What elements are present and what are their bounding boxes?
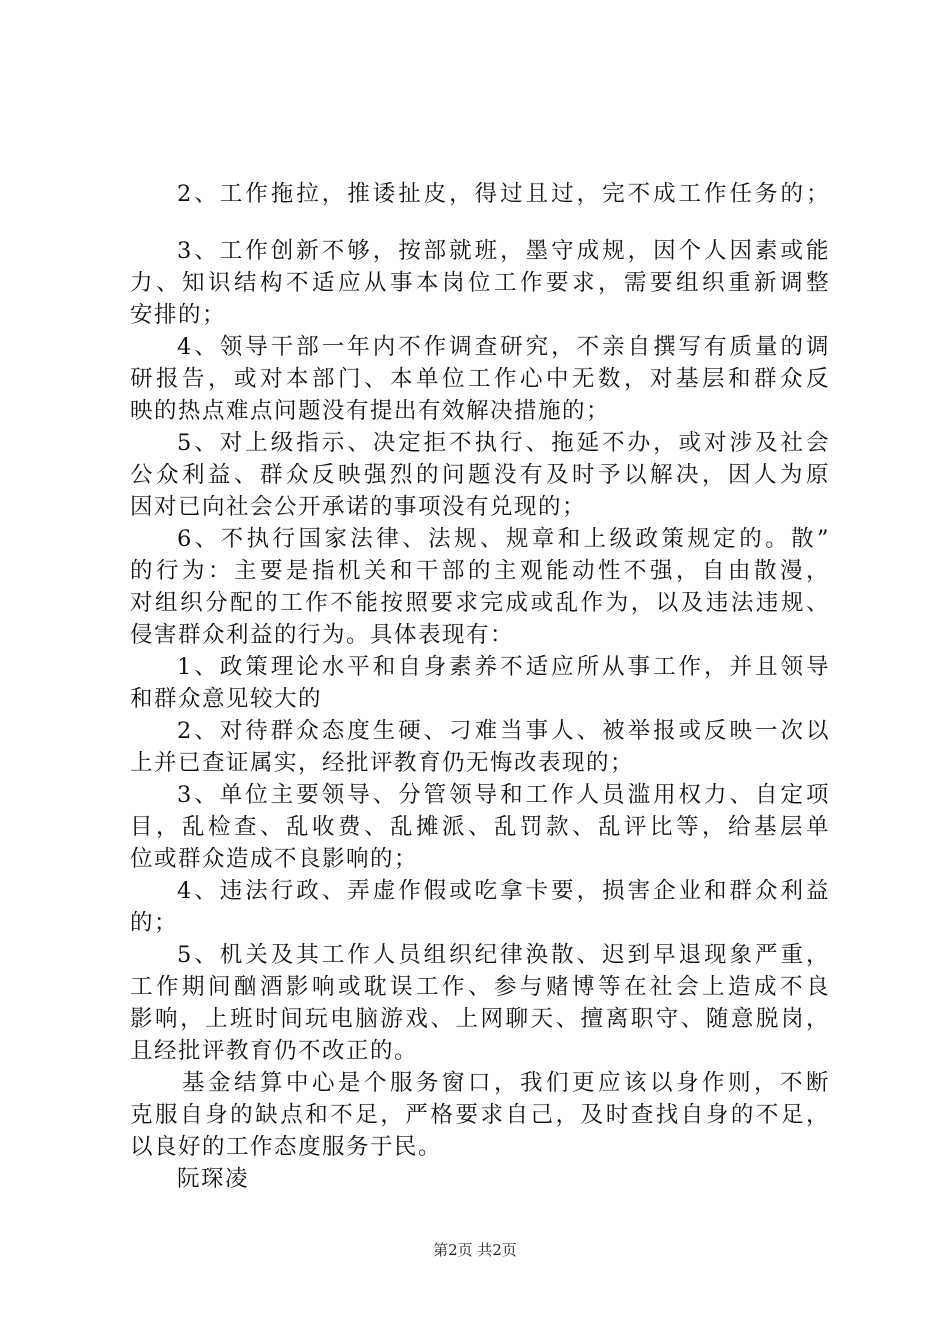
text-line: 3、单位主要领导、分管领导和工作人员滥用权力、自定项 <box>177 782 830 808</box>
text-line: 5、机关及其工作人员组织纪律涣散、迟到早退现象严重， <box>177 942 830 968</box>
text-line: 5、对上级指示、决定拒不执行、拖延不办，或对涉及社会 <box>177 430 830 456</box>
text-line: 4、违法行政、弄虚作假或吃拿卡要，损害企业和群众利益 <box>177 878 830 904</box>
author-signature: 阮琛凌 <box>177 1166 250 1192</box>
text-line: 的； <box>130 910 179 936</box>
text-line: 研报告，或对本部门、本单位工作心中无数，对基层和群众反 <box>130 366 830 392</box>
text-line: 安排的； <box>130 302 227 328</box>
text-line: 6、不执行国家法律、法规、规章和上级政策规定的。散” <box>177 526 830 552</box>
text-line: 4、领导干部一年内不作调查研究，不亲自撰写有质量的调 <box>177 334 830 360</box>
text-line: 力、知识结构不适应从事本岗位工作要求，需要组织重新调整 <box>130 270 830 296</box>
text-line: 因对已向社会公开承诺的事项没有兑现的； <box>130 494 587 520</box>
text-line: 1、政策理论水平和自身素养不适应所从事工作，并且领导 <box>177 654 830 680</box>
text-line: 映的热点难点问题没有提出有效解决措施的； <box>130 398 611 424</box>
text-line: 以良好的工作态度服务于民。 <box>130 1134 443 1160</box>
text-line: 且经批评教育仍不改正的。 <box>130 1038 419 1064</box>
text-line: 上并已查证属实，经批评教育仍无悔改表现的； <box>130 750 635 776</box>
text-line: 2、工作拖拉，推诿扯皮，得过且过，完不成工作任务的； <box>177 181 830 207</box>
text-line: 2、对待群众态度生硬、刁难当事人、被举报或反映一次以 <box>177 718 830 744</box>
text-line: 侵害群众利益的行为。具体表现有： <box>130 622 515 648</box>
text-line: 公众利益、群众反映强烈的问题没有及时予以解决，因人为原 <box>130 462 830 488</box>
text-line: 目，乱检查、乱收费、乱摊派、乱罚款、乱评比等，给基层单 <box>130 814 830 840</box>
page-number-footer: 第2页 共2页 <box>433 1241 517 1259</box>
text-line: 3、工作创新不够，按部就班，墨守成规，因个人因素或能 <box>177 238 830 264</box>
text-line: 和群众意见较大的 <box>130 686 323 712</box>
text-line: 影响，上班时间玩电脑游戏、上网聊天、擅离职守、随意脱岗， <box>130 1006 830 1032</box>
text-line: 的行为：主要是指机关和干部的主观能动性不强，自由散漫， <box>130 558 830 584</box>
text-line: 基金结算中心是个服务窗口，我们更应该以身作则，不断 <box>182 1070 830 1096</box>
text-line: 位或群众造成不良影响的； <box>130 846 419 872</box>
text-line: 克服自身的缺点和不足，严格要求自己，及时查找自身的不足， <box>130 1102 830 1128</box>
text-line: 对组织分配的工作不能按照要求完成或乱作为，以及违法违规、 <box>130 590 830 616</box>
text-line: 工作期间酗酒影响或耽误工作、参与赌博等在社会上造成不良 <box>130 974 830 1000</box>
